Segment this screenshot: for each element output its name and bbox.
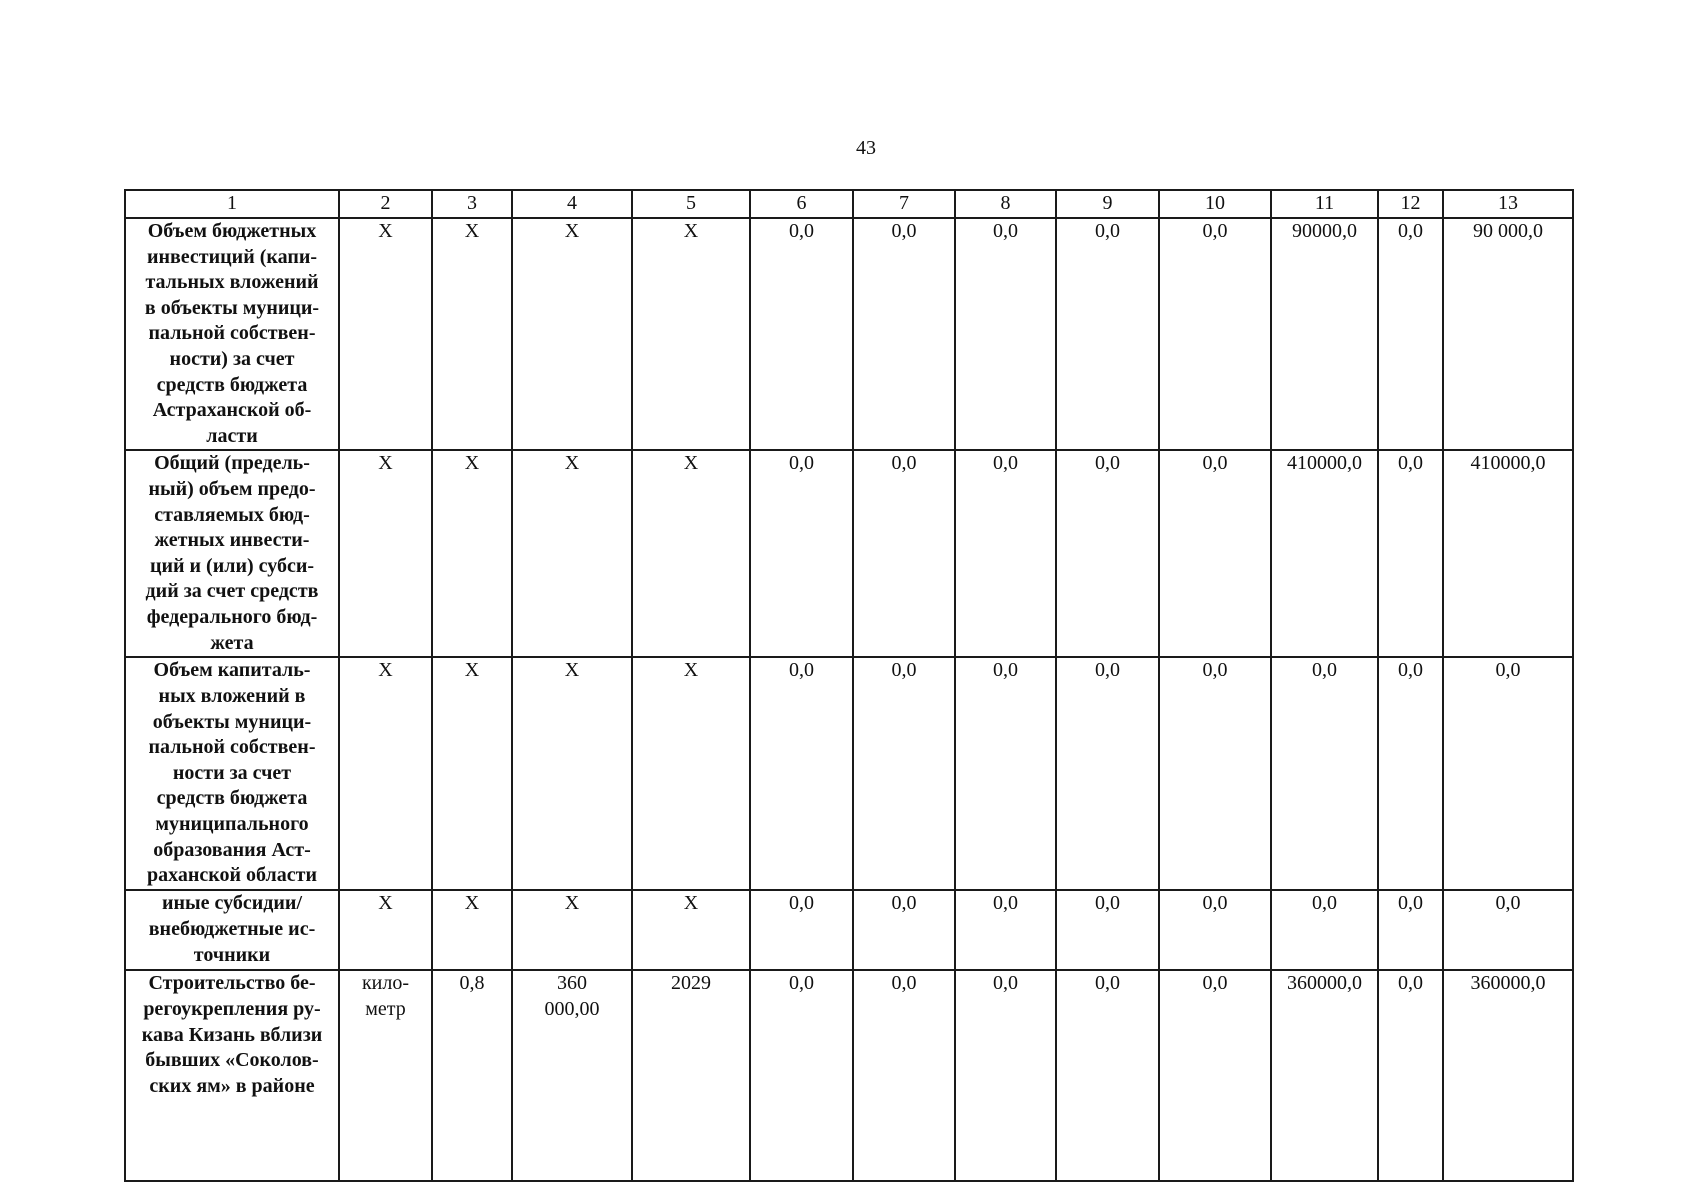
table-cell xyxy=(512,450,632,657)
row-description xyxy=(125,970,339,1181)
unit-cell xyxy=(339,218,432,450)
table-cell: 0,0 xyxy=(1056,970,1159,1181)
unit-cell xyxy=(339,890,432,970)
text-line: жетных инвести- xyxy=(154,529,310,552)
table-cell: 0,0 xyxy=(750,970,853,1181)
table-cell: 0,0 xyxy=(1378,890,1443,970)
table-row xyxy=(125,218,1573,450)
table-cell: 0,0 xyxy=(1159,890,1271,970)
text-line: бывших «Соколов- xyxy=(145,1049,319,1072)
text-line: Х xyxy=(564,892,580,915)
unit-cell xyxy=(339,657,432,890)
text-line: федерального бюд- xyxy=(146,605,318,628)
table-cell: 0,0 xyxy=(1159,218,1271,450)
text-line: дий за счет средств xyxy=(145,580,319,603)
table-cell: 0,0 xyxy=(1271,657,1378,890)
row-description xyxy=(125,657,339,890)
column-number: 9 xyxy=(1056,190,1159,218)
column-number: 11 xyxy=(1271,190,1378,218)
table-cell: Х xyxy=(432,218,512,450)
text-line: ный) объем предо- xyxy=(148,477,316,500)
table-cell: 90 000,0 xyxy=(1443,218,1573,450)
text-line: Строительство бе- xyxy=(148,972,316,995)
text-line: 000,00 xyxy=(544,997,600,1020)
text-line: пальной собствен- xyxy=(148,736,316,759)
text-line: Астраханской об- xyxy=(152,399,312,422)
text-line: внебюджетные ис- xyxy=(148,917,316,940)
table-cell: 0,0 xyxy=(955,890,1056,970)
text-line: Х xyxy=(564,220,580,242)
text-line: Х xyxy=(564,659,580,682)
column-number: 12 xyxy=(1378,190,1443,218)
text-line: Х xyxy=(378,892,393,915)
table-cell: 0,0 xyxy=(1159,970,1271,1181)
text-line: кава Кизань вблизи xyxy=(141,1023,323,1046)
text-line: инвестиций (капи- xyxy=(146,245,318,268)
text-line: ности) за счет xyxy=(169,347,295,370)
table-cell: 0,8 xyxy=(432,970,512,1181)
text-line: муниципального xyxy=(155,812,309,835)
text-line: ских ям» в районе xyxy=(149,1074,315,1097)
budget-table xyxy=(124,189,1574,1182)
column-number: 1 xyxy=(125,190,339,218)
table-cell: 0,0 xyxy=(1443,657,1573,890)
table-cell: 0,0 xyxy=(1271,890,1378,970)
table-cell: Х xyxy=(432,657,512,890)
table-cell: 0,0 xyxy=(1159,657,1271,890)
row-description xyxy=(125,890,339,970)
table-cell: Х xyxy=(632,450,750,657)
table-row xyxy=(125,657,1573,890)
table-cell: 0,0 xyxy=(853,970,955,1181)
text-line: Общий (предель- xyxy=(154,452,310,475)
table-cell: 0,0 xyxy=(1443,890,1573,970)
table-cell: 0,0 xyxy=(1159,450,1271,657)
column-number: 8 xyxy=(955,190,1056,218)
table-cell: 0,0 xyxy=(750,657,853,890)
budget-table-container xyxy=(124,189,1574,1182)
row-description xyxy=(125,450,339,657)
table-row xyxy=(125,890,1573,970)
text-line: средств бюджета xyxy=(156,373,308,396)
row-description xyxy=(125,218,339,450)
table-cell: Х xyxy=(632,890,750,970)
text-line: Х xyxy=(378,659,393,682)
column-number: 3 xyxy=(432,190,512,218)
text-line: метр xyxy=(365,997,406,1020)
table-cell xyxy=(512,218,632,450)
table-cell: 2029 xyxy=(632,970,750,1181)
text-line: Х xyxy=(378,452,393,475)
table-cell: Х xyxy=(432,890,512,970)
table-cell: 0,0 xyxy=(853,450,955,657)
text-line: иные субсидии/ xyxy=(161,892,302,915)
text-line: ных вложений в xyxy=(158,684,306,707)
table-row xyxy=(125,450,1573,657)
table-cell xyxy=(512,890,632,970)
table-cell: 0,0 xyxy=(955,218,1056,450)
column-number: 7 xyxy=(853,190,955,218)
table-cell: 0,0 xyxy=(1378,218,1443,450)
text-line: объекты муници- xyxy=(152,710,312,733)
column-number: 5 xyxy=(632,190,750,218)
table-cell: 410000,0 xyxy=(1271,450,1378,657)
table-cell xyxy=(512,970,632,1181)
table-cell: 0,0 xyxy=(853,218,955,450)
text-line: ставляемых бюд- xyxy=(154,503,310,526)
table-cell: 360000,0 xyxy=(1271,970,1378,1181)
table-cell: 0,0 xyxy=(1056,450,1159,657)
text-line: регоукрепления ру- xyxy=(143,997,321,1020)
table-cell: 0,0 xyxy=(955,450,1056,657)
unit-cell xyxy=(339,450,432,657)
text-line: жета xyxy=(210,631,254,654)
column-number-row xyxy=(125,190,1573,218)
table-cell: 0,0 xyxy=(1056,657,1159,890)
text-line: Х xyxy=(378,220,393,242)
table-cell: Х xyxy=(432,450,512,657)
table-cell: 0,0 xyxy=(1378,657,1443,890)
text-line: Объем бюджетных xyxy=(147,220,317,242)
page-number: 43 xyxy=(856,137,876,159)
table-cell: 0,0 xyxy=(853,890,955,970)
table-cell: 0,0 xyxy=(1056,218,1159,450)
text-line: Объем капиталь- xyxy=(153,659,311,682)
column-number: 4 xyxy=(512,190,632,218)
table-cell: 0,0 xyxy=(750,890,853,970)
table-cell: 0,0 xyxy=(1056,890,1159,970)
text-line: точники xyxy=(193,943,271,966)
text-line: Х xyxy=(564,452,580,475)
table-cell: 0,0 xyxy=(955,970,1056,1181)
column-number: 6 xyxy=(750,190,853,218)
text-line: 360 xyxy=(557,972,587,995)
text-line: кило- xyxy=(361,972,410,995)
table-cell: 0,0 xyxy=(1378,450,1443,657)
text-line: тальных вложений xyxy=(145,271,319,294)
text-line: раханской области xyxy=(147,864,317,887)
table-row xyxy=(125,970,1573,1181)
column-number: 13 xyxy=(1443,190,1573,218)
table-cell: 410000,0 xyxy=(1443,450,1573,657)
table-cell xyxy=(512,657,632,890)
column-number: 2 xyxy=(339,190,432,218)
text-line: ций и (или) субси- xyxy=(149,554,315,577)
text-line: в объекты муници- xyxy=(144,296,320,319)
text-line: ласти xyxy=(206,424,258,447)
text-line: средств бюджета xyxy=(156,787,308,810)
text-line: образования Аст- xyxy=(153,838,311,861)
column-number: 10 xyxy=(1159,190,1271,218)
text-line: пальной собствен- xyxy=(148,322,316,345)
table-cell: Х xyxy=(632,657,750,890)
table-cell: 0,0 xyxy=(853,657,955,890)
text-line: ности за счет xyxy=(172,761,292,784)
table-cell: 360000,0 xyxy=(1443,970,1573,1181)
table-cell: 0,0 xyxy=(1378,970,1443,1181)
table-cell: 90000,0 xyxy=(1271,218,1378,450)
table-cell: 0,0 xyxy=(750,450,853,657)
unit-cell xyxy=(339,970,432,1181)
table-cell: Х xyxy=(632,218,750,450)
table-cell: 0,0 xyxy=(955,657,1056,890)
table-cell: 0,0 xyxy=(750,218,853,450)
